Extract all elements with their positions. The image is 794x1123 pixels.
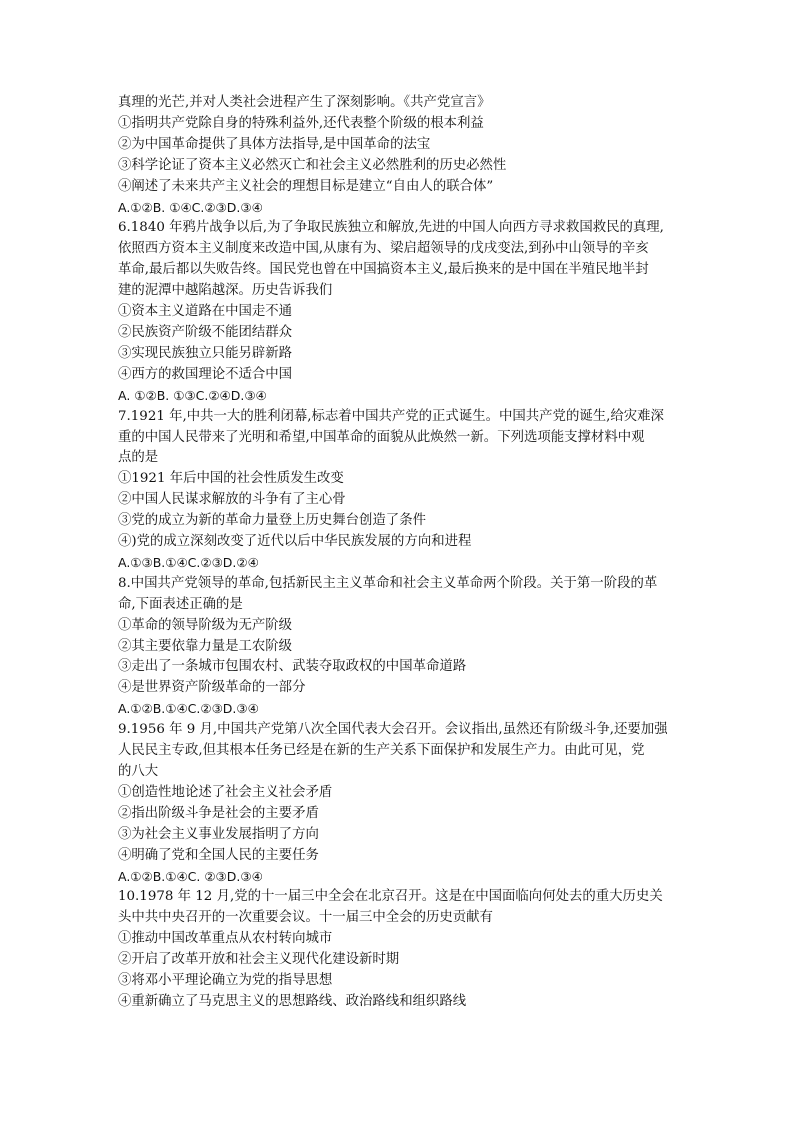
option-item: ①创造性地论述了社会主义社会矛盾 [118, 784, 333, 800]
option-item: ④明确了党和全国人民的主要任务 [118, 847, 319, 863]
question-stem-line: 9.1956 年 9 月,中国共产党第八次全国代表大会召开。会议指出,虽然还有阶级斗争,还要加强 [118, 722, 668, 738]
option-item: ④西方的救国理论不适合中国 [118, 366, 293, 382]
question-stem-line: 点的是 [118, 450, 159, 466]
question-list [118, 93, 678, 1013]
option-item: ①革命的领导阶级为无产阶级 [118, 617, 293, 633]
option-item: ②为中国革命提供了具体方法指导,是中国革命的法宝 [118, 136, 431, 152]
option-item: ③走出了一条城市包围农村、武装夺取政权的中国革命道路 [118, 659, 467, 675]
option-item: ④阐述了未来共产主义社会的理想目标是建立“自由人的联合体” [118, 178, 494, 194]
question-stem-line: 6.1840 年鸦片战争以后,为了争取民族独立和解放,先进的中国人向西方寻求救国救民的真理, [118, 220, 664, 236]
question-stem-line: 依照西方资本主义制度来改造中国,从康有为、梁启超领导的戊戌变法,到孙中山领导的辛亥 [118, 241, 649, 257]
answer-choices: A.①③B.①④C.②③D.②④ [118, 554, 259, 570]
question-stem-line: 7.1921 年,中共一大的胜利闭幕,标志着中国共产党的正式诞生。中国共产党的诞生,给灾难深 [118, 408, 664, 424]
option-item: ④重新确立了马克思主义的思想路线、政治路线和组织路线 [118, 993, 467, 1009]
option-item: ②指出阶级斗争是社会的主要矛盾 [118, 805, 319, 821]
answer-choices: A.①②B.①④C. ②③D.③④ [118, 868, 263, 884]
question-7 [118, 407, 678, 574]
question-stem-line: 人民民主专政,但其根本任务已经是在新的生产关系下面保护和发展生产力。由此可见，党 [118, 743, 645, 759]
question-stem-line: 8.中国共产党领导的革命,包括新民主主义革命和社会主义革命两个阶段。关于第一阶段的革 [118, 575, 658, 591]
option-item: ①指明共产党除自身的特殊利益外,还代表整个阶级的根本利益 [118, 115, 484, 131]
option-item: ①推动中国改革重点从农村转向城市 [118, 931, 333, 947]
question-stem-line: 真理的光芒,并对人类社会进程产生了深刻影响。《共产党宣言》 [118, 95, 491, 110]
answer-choices: A.①②B.①④C.②③D.③④ [118, 701, 259, 717]
option-item: ①1921 年后中国的社会性质发生改变 [118, 471, 344, 487]
answer-choices: A.①②B. ①④C.②③D.③④ [118, 199, 263, 215]
question-6 [118, 218, 678, 406]
option-item: ④)党的成立深刻改变了近代以后中华民族发展的方向和进程 [118, 534, 472, 550]
question-stem-line: 的八大 [118, 764, 159, 779]
option-item: ③为社会主义事业发展指明了方向 [118, 826, 319, 842]
question-stem-line: 革命,最后都以失败告终。国民党也曾在中国搞资本主义,最后换来的是中国在半殖民地半封 [118, 262, 649, 278]
option-item: ②其主要依靠力量是工农阶级 [118, 638, 293, 654]
option-item: ④是世界资产阶级革命的一部分 [118, 680, 306, 696]
option-item: ③党的成立为新的革命力量登上历史舞台创造了条件 [118, 513, 426, 529]
option-item: ③科学论证了资本主义必然灭亡和社会主义必然胜利的历史必然性 [118, 157, 507, 173]
question-stem-line: 头中共中央召开的一次重要会议。十一届三中全会的历史贡献有 [118, 910, 493, 926]
option-item: ①资本主义道路在中国走不通 [118, 304, 293, 320]
option-item: ③将邓小平理论确立为党的指导思想 [118, 973, 333, 989]
question-stem-line: 建的泥潭中越陷越深。历史告诉我们 [118, 283, 333, 299]
question-9 [118, 720, 678, 887]
question-10 [118, 887, 678, 1012]
option-item: ②民族资产阶级不能团结群众 [118, 324, 293, 340]
answer-choices: A. ①②B. ①③C.②④D.③④ [118, 387, 267, 403]
question-5-tail [118, 93, 678, 218]
question-stem-line: 命,下面表述正确的是 [118, 596, 243, 612]
option-item: ③实现民族独立只能另辟新路 [118, 345, 293, 361]
question-stem-line: 重的中国人民带来了光明和希望,中国革命的面貌从此焕然一新。下列选项能支撑材料中观 [118, 429, 645, 445]
option-item: ②中国人民谋求解放的斗争有了主心骨 [118, 492, 346, 508]
question-stem-line: 10.1978 年 12 月,党的十一届三中全会在北京召开。这是在中国面临向何处去的重大历史关 [118, 889, 663, 905]
question-8 [118, 574, 678, 720]
option-item: ②开启了改革开放和社会主义现代化建设新时期 [118, 952, 400, 968]
